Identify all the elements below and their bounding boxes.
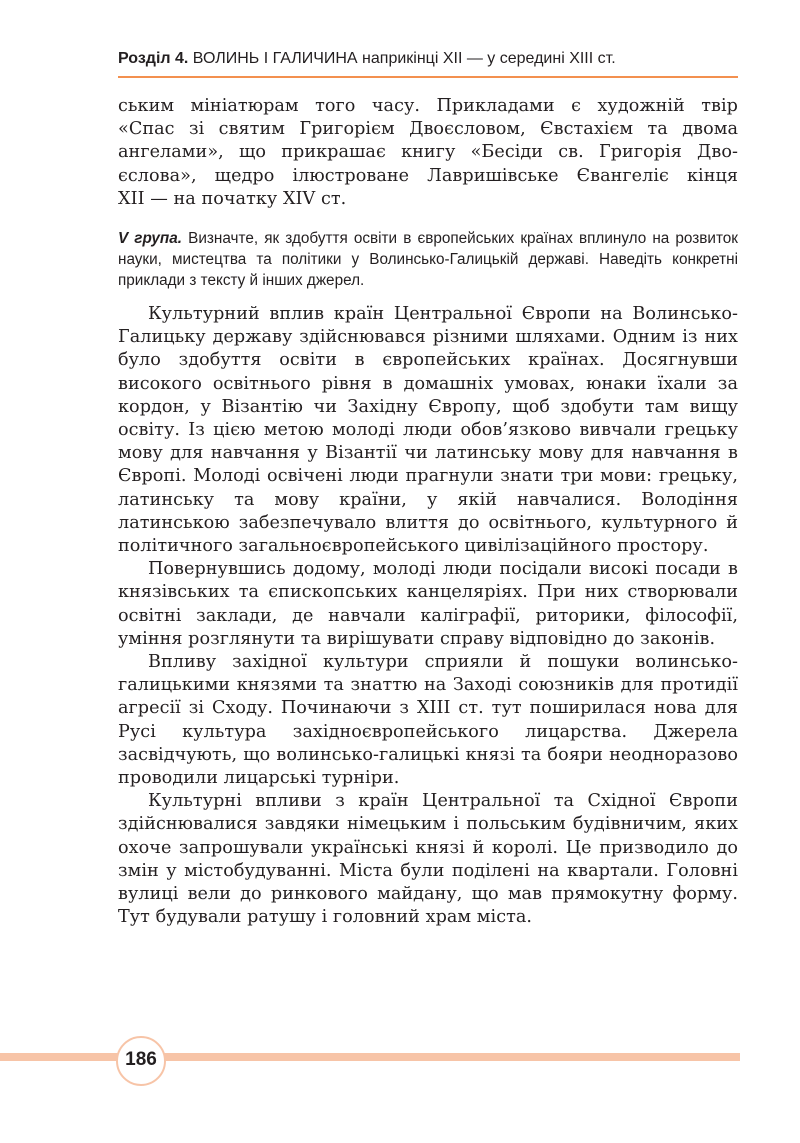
- task-text: Визначте, як здобуття освіти в європейських країнах вплинуло на розвиток науки, мистецтва та політики у Волинсько-Галицькій державі. Наведіть конкретні приклади з тексту й інших джерел.: [118, 230, 738, 289]
- section-label: Розділ 4.: [118, 50, 189, 67]
- paragraph: Впливу західної культури сприяли й пошуки волинсько-галицькими князями та знаттю на Заході союзників для протидії агресії зі Сходу. Починаючи з XIII ст. тут поширилася нова для Русі культура західноєвропейського лицарства. Джерела засвідчують, що волинсько-галицькі князі та бояри неодноразово проводили лицарські турніри.: [118, 652, 738, 789]
- text-line: ангелами», що прикрашає книгу «Бесіди св. Григорія Дво-: [118, 142, 738, 163]
- running-header: [118, 48, 738, 70]
- text-line: «Спас зі святим Григорієм Двоєсловом, Євстахієм та двома: [118, 119, 738, 140]
- footer-band: [0, 1053, 740, 1061]
- text-line: єслова», щедро ілюстроване Лавришівське Євангеліє кінця: [118, 165, 738, 186]
- paragraph: Культурний вплив країн Центральної Європи на Волинсько-Галицьку державу здійснювався різними шляхами. Одним із них було здобуття освіти в європейських країнах. Досягнувши високого освітнього рівня в домашніх умовах, юнаки їхали за кордон, у Візантію чи Західну Європу, щоб здобути там вищу освіту. Із цією метою молоді люди обов’язково вивчали грецьку мову для навчання у Візантії чи латинську мову для навчання в Європі. Молоді освічені люди прагнули знати три мови: грецьку, латинську та мову країни, у якій навчалися. Володіння латинською забезпечувало влиття до освітнього, культурного й політичного загальноєвропейського цивілізаційного простору.: [118, 304, 738, 557]
- paragraph: Культурні впливи з країн Центральної та Східної Європи здійснювалися завдяки німецьким і польським будівничим, яких охоче запрошували українські князі й королі. Це призводило до змін у містобудуванні. Міста були поділені на квартали. Головні вулиці вели до ринкового майдану, що мав прямокутну форму. Тут будували ратушу і головний храм міста.: [118, 791, 738, 928]
- group-label: V група.: [118, 230, 183, 247]
- text-line: ським мініатюрам того часу. Прикладами є художній твір: [118, 96, 738, 116]
- continuation-paragraph: [118, 95, 738, 211]
- main-text: [118, 303, 738, 929]
- header-rule: [118, 76, 738, 78]
- group-task: [118, 228, 738, 291]
- text-line: XII — на початку XIV ст.: [118, 188, 347, 209]
- page-number: 186: [125, 1049, 157, 1070]
- paragraph: Повернувшись додому, молоді люди посідали високі посади в князівських та єпископських канцеляріях. При них створювали освітні заклади, де навчали каліграфії, риторики, філософії, уміння розглянути та вирішувати справу відповідно до законів.: [118, 559, 738, 649]
- section-title: ВОЛИНЬ І ГАЛИЧИНА наприкінці XII — у середині XIII ст.: [192, 50, 616, 67]
